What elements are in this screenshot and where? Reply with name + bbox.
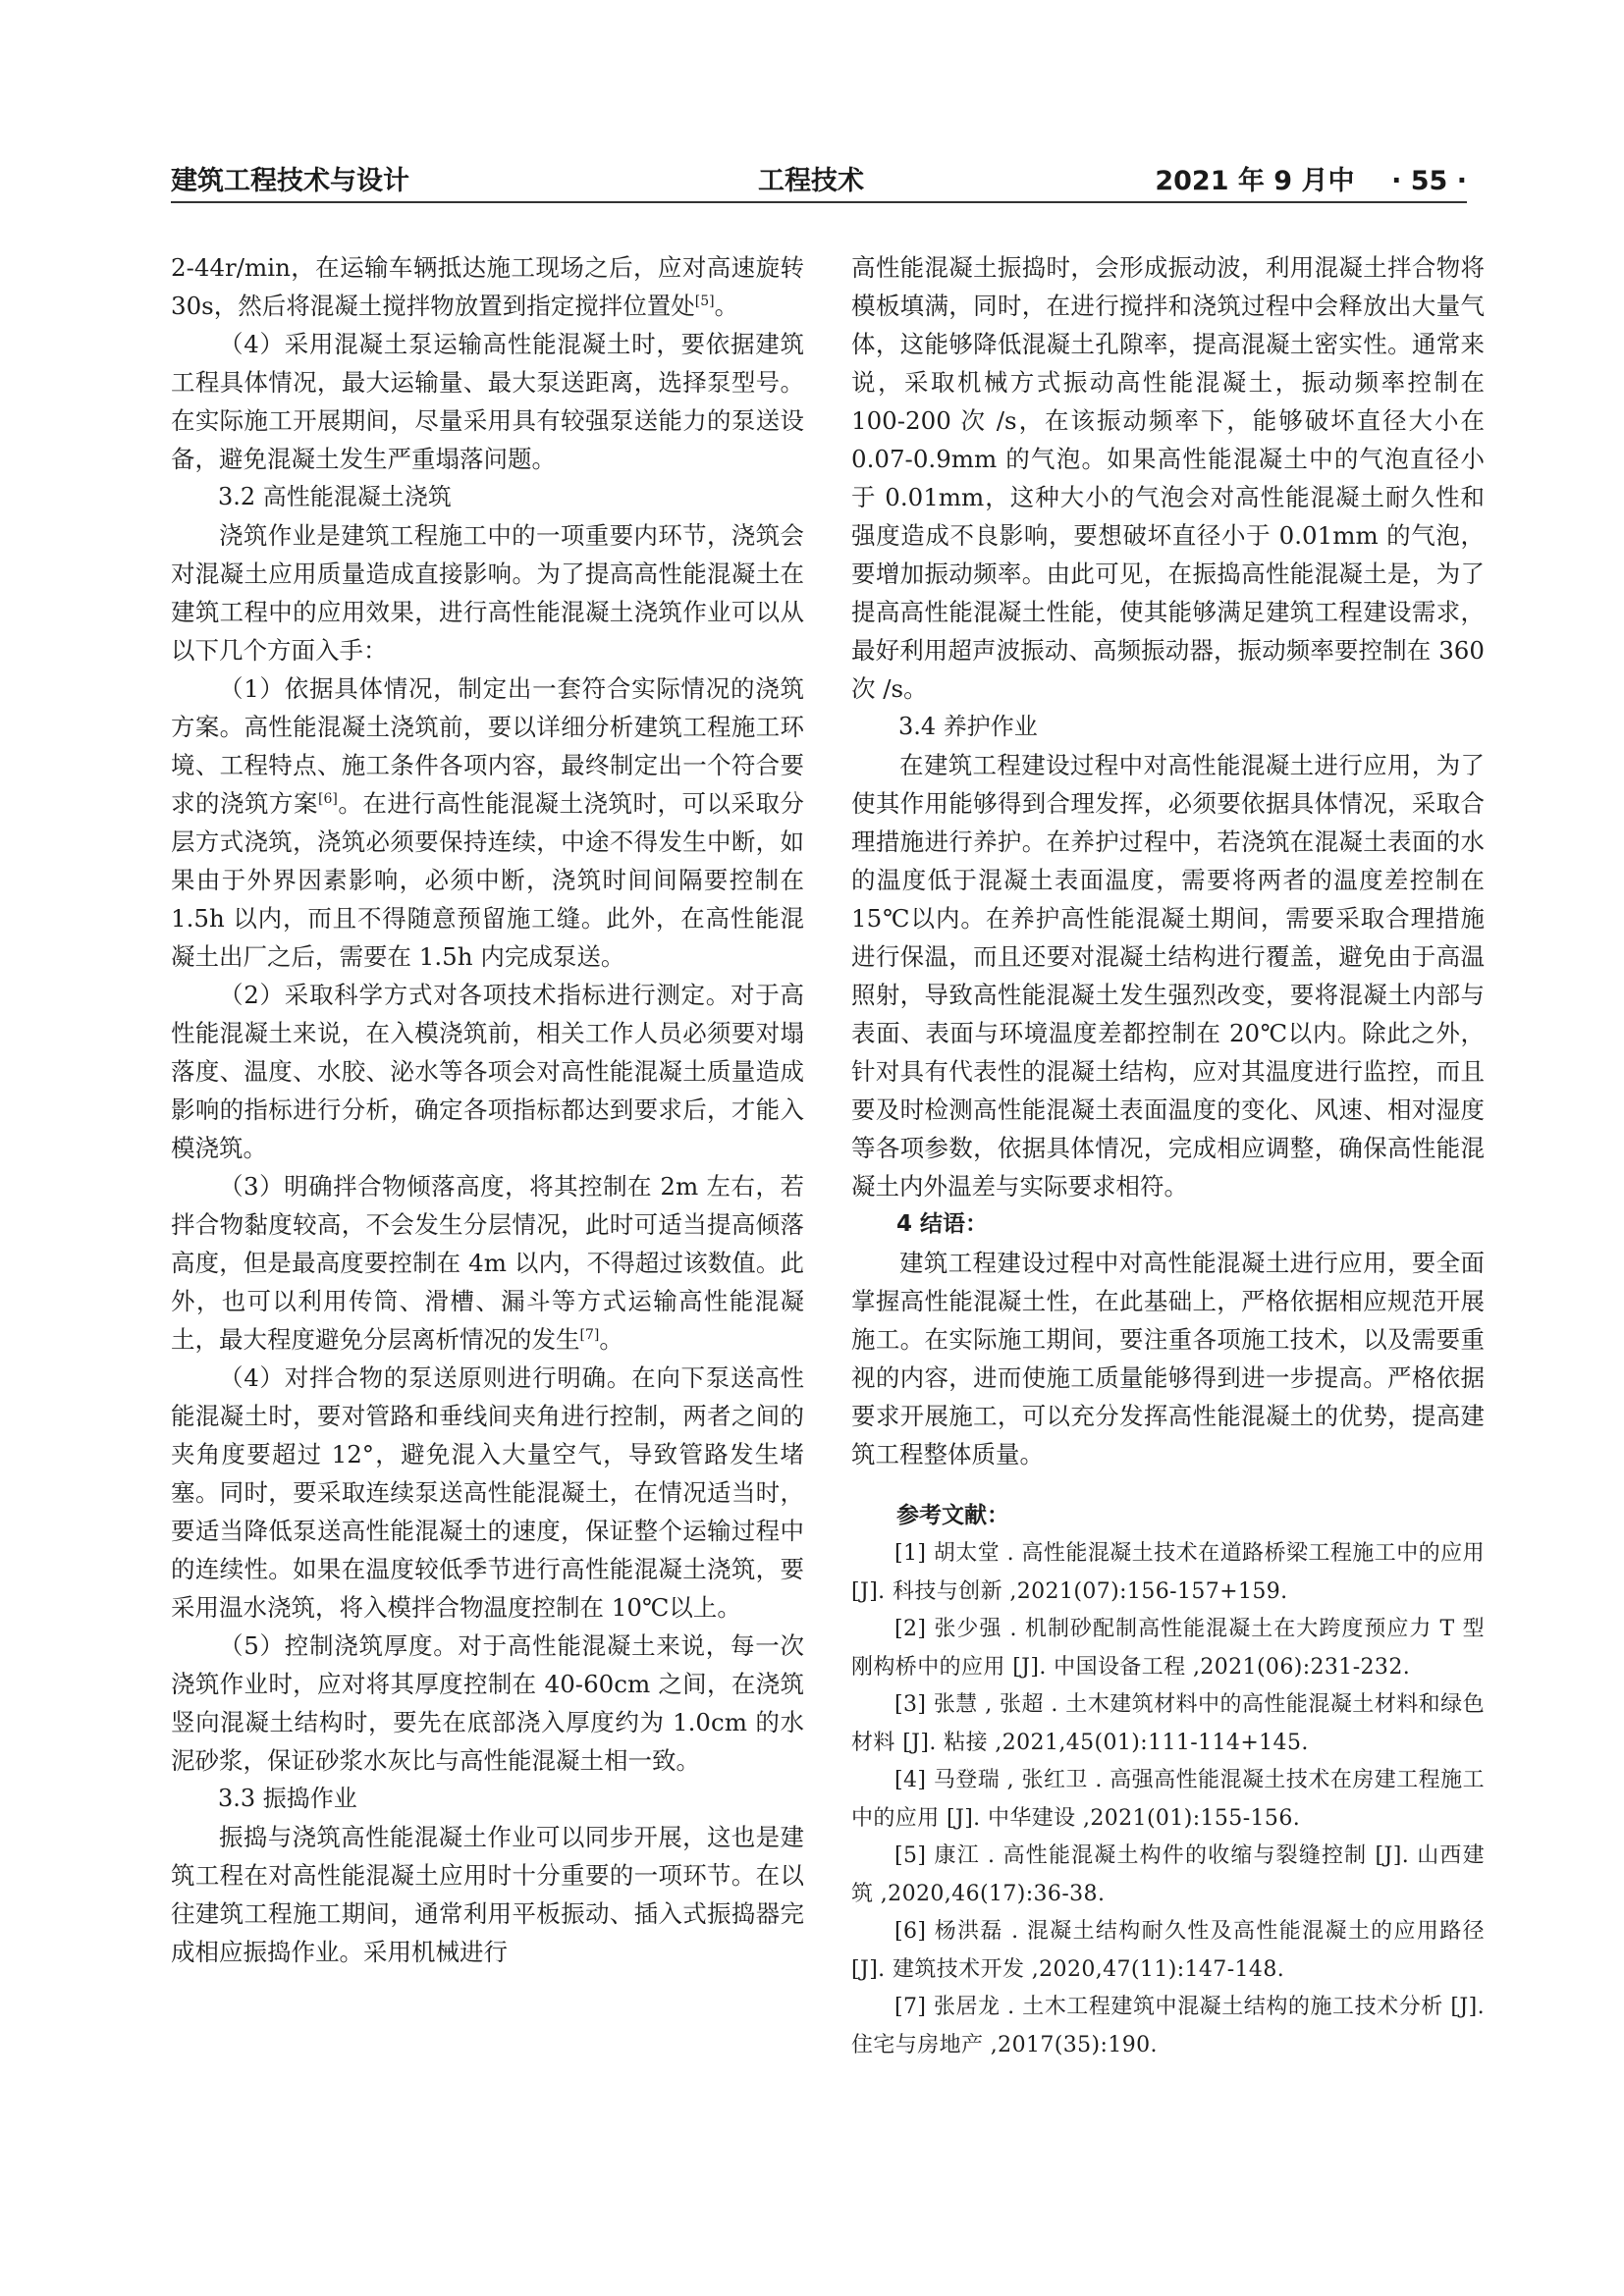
paragraph [171, 1167, 804, 1359]
section-title: 工程技术 [758, 166, 864, 196]
page-number: · 55 · [1391, 166, 1467, 196]
issue-and-page [1155, 159, 1467, 197]
paragraph-text: 2-44r/min，在运输车辆抵达施工现场之后，应对高速旋转 30s，然后将混凝土搅拌物放置到指定搅拌位置处 [171, 253, 804, 320]
paragraph: （4）采用混凝土泵运输高性能混凝土时，要依据建筑工程具体情况，最大运输量、最大泵送距离，选择泵型号。在实际施工开展期间，尽量采用具有较强泵送能力的泵送设备，避免混凝土发生严重塌落问题。 [171, 330, 804, 473]
header-rule [171, 201, 1467, 203]
journal-title: 建筑工程技术与设计 [171, 166, 409, 196]
page-header [171, 157, 1467, 198]
reference-item: [7] 张居龙 . 土木工程建筑中混凝土结构的施工技术分析 [J]. 住宅与房地产 ,2017(35):190. [851, 1995, 1485, 2057]
paragraph-text: （3）明确拌合物倾落高度，将其控制在 2m 左右，若拌合物黏度较高，不会发生分层情况，此时可适当提高倾落高度，但是最高度要控制在 4m 以内，不得超过该数值。此外，也可以利用传筒、滑槽、漏斗等方式运输高性能混凝土，最大程度避免分层离析情况的发生 [171, 1172, 804, 1354]
paragraph: 在建筑工程建设过程中对高性能混凝土进行应用，为了使其作用能够得到合理发挥，必须要依据具体情况，采取合理措施进行养护。在养护过程中，若浇筑在混凝土表面的水的温度低于混凝土表面温度，需要将两者的温度差控制在 15℃以内。在养护高性能混凝土期间，需要采取合理措施进行保温，而且还要对混凝土结构进行覆盖，避免由于高温照射，导致高性能混凝土发生强烈改变，要将混凝土内部与表面、表面与环境温度差都控制在 20℃以内。除此之外，针对具有代表性的混凝土结构，应对其温度进行监控，而且要及时检测高性能混凝土表面温度的变化、风速、相对湿度等各项参数，依据具体情况，完成相应调整，确保高性能混凝土内外温差与实际要求相符。 [851, 751, 1485, 1201]
paragraph-text: （1）依据具体情况，制定出一套符合实际情况的浇筑方案。高性能混凝土浇筑前，要以详细分析建筑工程施工环境、工程特点、施工条件各项内容，最终制定出一个符合要求的浇筑方案 [171, 674, 804, 818]
reference-item: [6] 杨洪磊 . 混凝土结构耐久性及高性能混凝土的应用路径 [J]. 建筑技术开发 ,2020,47(11):147-148. [851, 1919, 1485, 1982]
citation: [6] [318, 791, 338, 807]
paragraph: （4）对拌合物的泵送原则进行明确。在向下泵送高性能混凝土时，要对管路和垂线间夹角进行控制，两者之间的夹角度要超过 12°，避免混入大量空气，导致管路发生堵塞。同时，要采取连续泵送高性能混凝土，在情况适当时，要适当降低泵送高性能混凝土的速度，保证整个运输过程中的连续性。如果在温度较低季节进行高性能混凝土浇筑，要采用温水浇筑，将入模拌合物温度控制在 10℃以上。 [171, 1363, 804, 1622]
paragraph: （2）采取科学方式对各项技术指标进行测定。对于高性能混凝土来说，在入模浇筑前，相关工作人员必须要对塌落度、温度、水胶、泌水等各项会对高性能混凝土质量造成影响的指标进行分析，确定各项指标都达到要求后，才能入模浇筑。 [171, 981, 804, 1162]
section-heading-4: 4 结语： [896, 1211, 989, 1237]
paragraph: 高性能混凝土振捣时，会形成振动波，利用混凝土拌合物将模板填满，同时，在进行搅拌和浇筑过程中会释放出大量气体，这能够降低混凝土孔隙率，提高混凝土密实性。通常来说，采取机械方式振动高性能混凝土，振动频率控制在 100-200 次 /s，在该振动频率下，能够破坏直径大小在 0.07-0.9mm 的气泡。如果高性能混凝土中的气泡直径小于 0.01mm，这种大小的气泡会对高性能混凝土耐久性和强度造成不良影响，要想破坏直径小于 0.01mm 的气泡，要增加振动频率。由此可见，在振捣高性能混凝土是，为了提高高性能混凝土性能，使其能够满足建筑工程建设需求，最好利用超声波振动、高频振动器，振动频率要控制在 360 次 /s。 [851, 253, 1485, 703]
paragraph-end: 。 [599, 1325, 623, 1354]
citation: [7] [579, 1327, 600, 1343]
paragraph [171, 669, 804, 976]
reference-item: [1] 胡太堂 . 高性能混凝土技术在道路桥梁工程施工中的应用 [J]. 科技与创新 ,2021(07):156-157+159. [851, 1541, 1485, 1604]
paragraph: 建筑工程建设过程中对高性能混凝土进行应用，要全面掌握高性能混凝土性，在此基础上，严格依据相应规范开展施工。在实际施工期间，要注重各项施工技术，以及需要重视的内容，进而使施工质量能够得到进一步提高。严格依据要求开展施工，可以充分发挥高性能混凝土的优势，提高建筑工程整体质量。 [851, 1249, 1485, 1468]
paragraph-text: 。在进行高性能混凝土浇筑时，可以采取分层方式浇筑，浇筑必须要保持连续，中途不得发生中断，如果由于外界因素影响，必须中断，浇筑时间间隔要控制在 1.5h 以内，而且不得随意预留施工缝。此外，在高性能混凝土出厂之后，需要在 1.5h 内完成泵送。 [171, 789, 805, 971]
section-heading-3-3: 3.3 振捣作业 [218, 1785, 357, 1812]
references-heading: 参考文献： [896, 1503, 1009, 1528]
paragraph: （5）控制浇筑厚度。对于高性能混凝土来说，每一次浇筑作业时，应对将其厚度控制在 40-60cm 之间，在浇筑竖向混凝土结构时，要先在底部浇入厚度约为 1.0cm 的水泥砂浆，保证砂浆水灰比与高性能混凝土相一致。 [171, 1631, 804, 1775]
reference-item: [2] 张少强 . 机制砂配制高性能混凝土在大跨度预应力 T 型刚构桥中的应用 [J]. 中国设备工程 ,2021(06):231-232. [851, 1617, 1485, 1680]
citation: [5] [694, 294, 715, 309]
paragraph [171, 248, 804, 325]
paragraph: 振捣与浇筑高性能混凝土作业可以同步开展，这也是建筑工程在对高性能混凝土应用时十分重要的一项环节。在以往建筑工程施工期间，通常利用平板振动、插入式振捣器完成相应振捣作业。采用机械进行 [171, 1823, 804, 1966]
issue-date: 2021 年 9 月中 [1155, 166, 1355, 196]
left-column [171, 248, 804, 1971]
paragraph-end: 。 [714, 292, 739, 320]
section-heading-3-2: 3.2 高性能混凝土浇筑 [218, 483, 452, 510]
right-column [851, 248, 1485, 2064]
reference-item: [5] 康江 . 高性能混凝土构件的收缩与裂缝控制 [J]. 山西建筑 ,2020,46(17):36-38. [851, 1843, 1485, 1906]
reference-item: [4] 马登瑞 , 张红卫 . 高强高性能混凝土技术在房建工程施工中的应用 [J]. 中华建设 ,2021(01):155-156. [851, 1768, 1485, 1831]
reference-item: [3] 张慧 , 张超 . 土木建筑材料中的高性能混凝土材料和绿色材料 [J]. 粘接 ,2021,45(01):111-114+145. [851, 1692, 1485, 1755]
section-heading-3-4: 3.4 养护作业 [898, 713, 1038, 740]
paragraph: 浇筑作业是建筑工程施工中的一项重要内环节，浇筑会对混凝土应用质量造成直接影响。为了提高高性能混凝土在建筑工程中的应用效果，进行高性能混凝土浇筑作业可以从以下几个方面入手： [171, 521, 804, 665]
